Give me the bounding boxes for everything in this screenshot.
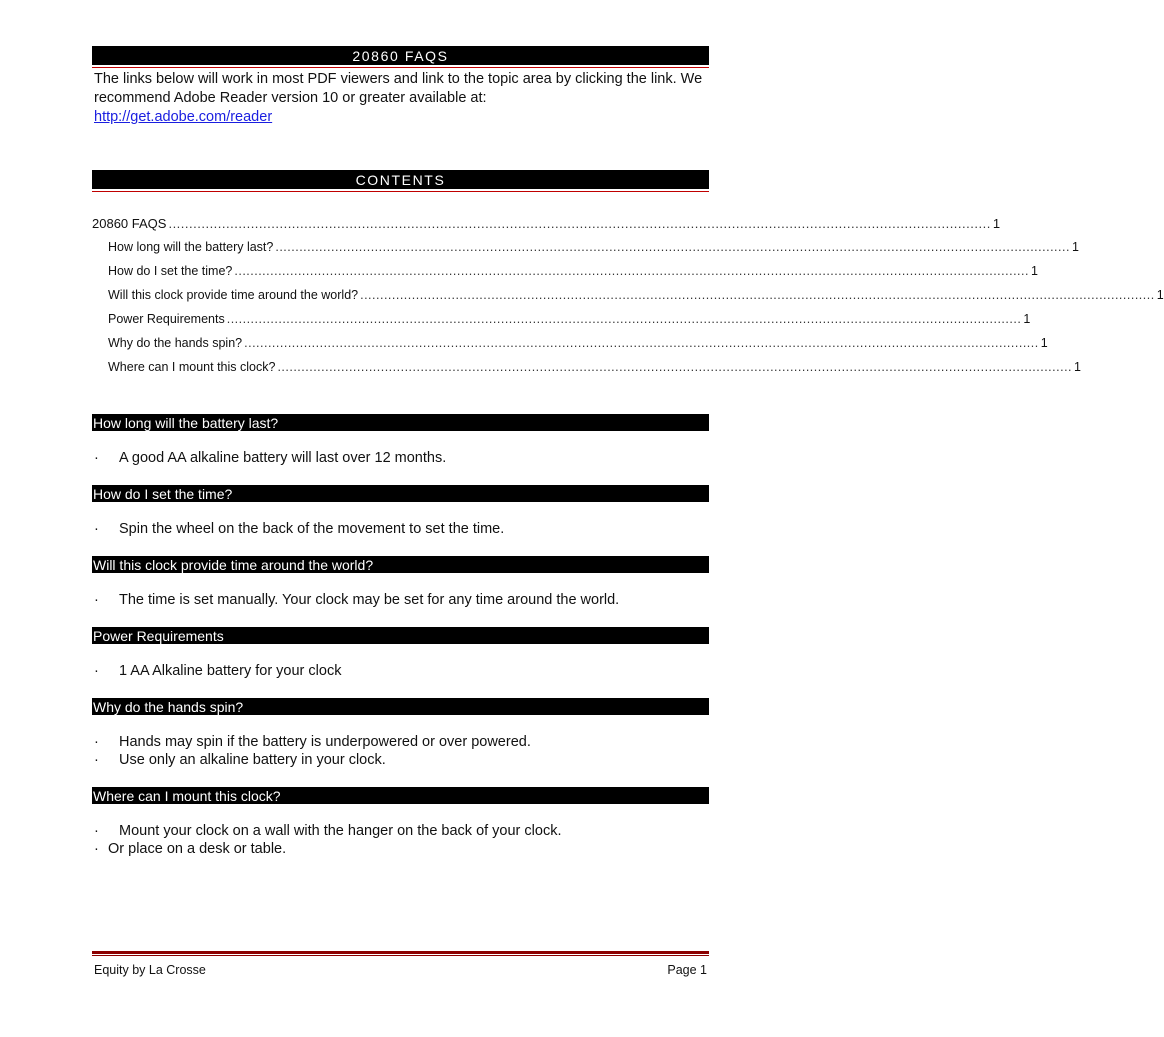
toc-entry-page: 1	[992, 216, 1001, 231]
faq-answer	[92, 591, 709, 609]
faq-heading: Power Requirements	[92, 627, 709, 644]
contents-title: CONTENTS	[92, 170, 709, 189]
faq-section	[92, 556, 709, 609]
faq-answer-text: Hands may spin if the battery is underpowered or over powered.	[119, 734, 531, 750]
faq-section	[92, 698, 709, 769]
toc-entry-label: 20860 FAQS	[92, 216, 167, 231]
faq-heading: Why do the hands spin?	[92, 698, 709, 715]
toc-entry-label: How long will the battery last?	[108, 240, 274, 254]
doc-title: 20860 FAQS	[92, 46, 709, 65]
toc-entry[interactable]	[92, 264, 1038, 288]
faq-answer-text: Mount your clock on a wall with the hanger on the back of your clock.	[119, 823, 562, 839]
toc-entry[interactable]	[92, 312, 1031, 336]
faq-heading: How long will the battery last?	[92, 414, 709, 431]
faq-section	[92, 627, 709, 680]
faq-answer-list	[92, 449, 709, 467]
footer-rule	[92, 955, 709, 956]
toc-entry[interactable]	[92, 360, 1081, 384]
toc-entry-page: 1	[1023, 312, 1031, 326]
faq-answer	[92, 733, 709, 751]
faq-answer-list	[92, 591, 709, 609]
bullet-icon: ·	[94, 752, 99, 768]
faq-answer	[92, 822, 709, 840]
faq-answer	[92, 449, 709, 467]
title-rule	[92, 67, 709, 68]
faq-answer-list	[92, 662, 709, 680]
toc-entry[interactable]	[92, 288, 1164, 312]
contents-rule	[92, 191, 709, 192]
bullet-icon: ·	[94, 521, 99, 537]
toc-entry-label: How do I set the time?	[108, 264, 233, 278]
toc-entry-label: Will this clock provide time around the world?	[108, 288, 359, 302]
bullet-icon: ·	[94, 450, 99, 466]
toc-leader: ........................................................................................................................................................................................................	[360, 288, 1155, 302]
faq-section	[92, 414, 709, 467]
footer-brand: Equity by La Crosse	[94, 963, 206, 977]
contents-block	[92, 170, 1164, 384]
faq-answer-text: Use only an alkaline battery in your clock.	[119, 752, 386, 768]
faq-section	[92, 485, 709, 538]
faq-answer-list	[92, 733, 709, 769]
faq-answer-text: The time is set manually. Your clock may be set for any time around the world.	[119, 592, 620, 608]
footer-rule	[92, 951, 709, 954]
page-footer	[92, 951, 709, 977]
toc-entry-page: 1	[1071, 240, 1079, 254]
faq-answer-list	[92, 822, 709, 858]
faq-heading: How do I set the time?	[92, 485, 709, 502]
intro-text: The links below will work in most PDF viewers and link to the topic area by clicking the link. We recommend Adobe Reader version 10 or greater available at:	[94, 71, 703, 106]
toc-leader: ........................................................................................................................................................................................................	[168, 216, 991, 231]
table-of-contents	[92, 216, 1164, 384]
bullet-icon: ·	[94, 841, 99, 857]
adobe-reader-link[interactable]: http://get.adobe.com/reader	[94, 109, 273, 125]
toc-entry-page: 1	[1030, 264, 1038, 278]
footer-row	[92, 963, 709, 977]
toc-leader: ........................................................................................................................................................................................................	[226, 312, 1022, 326]
bullet-icon: ·	[94, 663, 99, 679]
faq-answer	[92, 840, 709, 858]
faq-answer-text: 1 AA Alkaline battery for your clock	[119, 663, 342, 679]
toc-entry-label: Power Requirements	[108, 312, 225, 326]
toc-entry[interactable]	[92, 216, 1001, 240]
toc-leader: ........................................................................................................................................................................................................	[277, 360, 1073, 374]
faq-heading: Where can I mount this clock?	[92, 787, 709, 804]
faq-answer-list	[92, 520, 709, 538]
toc-entry-page: 1	[1040, 336, 1048, 350]
faq-answer-text: A good AA alkaline battery will last over 12 months.	[119, 450, 447, 466]
toc-entry-page: 1	[1156, 288, 1164, 302]
bullet-icon: ·	[94, 823, 99, 839]
intro-paragraph	[92, 70, 709, 127]
toc-leader: ........................................................................................................................................................................................................	[244, 336, 1039, 350]
faq-heading: Will this clock provide time around the world?	[92, 556, 709, 573]
faq-answer	[92, 751, 709, 769]
toc-entry[interactable]	[92, 336, 1048, 360]
faq-sections	[92, 414, 709, 858]
toc-entry-label: Where can I mount this clock?	[108, 360, 276, 374]
faq-answer-text: Spin the wheel on the back of the movement to set the time.	[119, 521, 505, 537]
faq-answer	[92, 662, 709, 680]
toc-entry-label: Why do the hands spin?	[108, 336, 243, 350]
bullet-icon: ·	[94, 592, 99, 608]
faq-answer-text: Or place on a desk or table.	[108, 841, 287, 857]
toc-leader: ........................................................................................................................................................................................................	[275, 240, 1070, 254]
faq-answer	[92, 520, 709, 538]
toc-leader: ........................................................................................................................................................................................................	[234, 264, 1029, 278]
document-page	[92, 46, 1164, 876]
toc-entry[interactable]	[92, 240, 1079, 264]
toc-entry-page: 1	[1074, 360, 1081, 374]
faq-section	[92, 787, 709, 858]
footer-page-number: Page 1	[667, 963, 707, 977]
bullet-icon: ·	[94, 734, 99, 750]
